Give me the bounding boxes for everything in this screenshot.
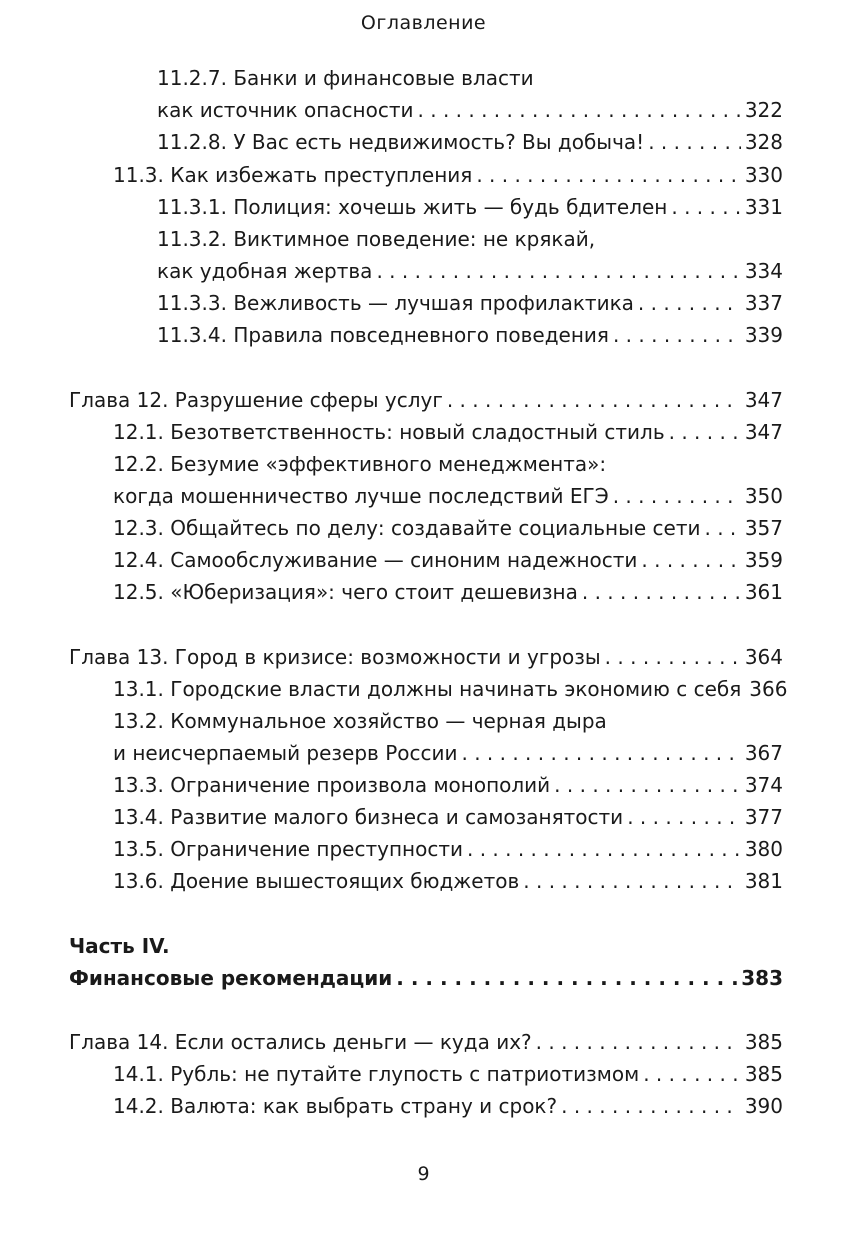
toc-entry-title: 13.3. Ограничение произвола монополий [113, 773, 551, 797]
leader-dots [669, 418, 741, 446]
toc-chapter[interactable] [69, 386, 783, 414]
toc-part[interactable] [69, 932, 783, 960]
toc-entry-title: 11.3.1. Полиция: хочешь жить — будь бдителен [157, 195, 668, 219]
toc-page-number: 359 [744, 548, 783, 572]
toc-page-number: 374 [744, 773, 783, 797]
toc-entry-title: 11.2.8. У Вас есть недвижимость? Вы добыча! [157, 130, 645, 154]
toc-entry-title: 14.1. Рубль: не путайте глупость с патриотизмом [113, 1062, 640, 1086]
toc-entry[interactable] [113, 418, 783, 446]
toc-entry-title: 12.3. Общайтесь по делу: создавайте социальные сети [113, 516, 701, 540]
toc-entry-title: 12.2. Безумие «эффективного менеджмента»: [113, 452, 607, 476]
toc-entry-title: 12.4. Самообслуживание — синоним надежности [113, 548, 638, 572]
toc-entry-title: 11.3.3. Вежливость — лучшая профилактика [157, 291, 634, 315]
leader-dots [648, 128, 741, 156]
toc-page-number: 366 [749, 677, 788, 701]
toc-entry[interactable] [113, 803, 783, 831]
toc-entry[interactable] [157, 321, 783, 349]
toc-entry-title: 11.3. Как избежать преступления [113, 163, 473, 187]
toc-page-number: 331 [744, 195, 783, 219]
toc-page-number: 385 [744, 1030, 783, 1054]
toc-entry[interactable] [113, 578, 783, 606]
leader-dots [376, 257, 740, 285]
leader-dots [396, 964, 737, 992]
leader-dots [704, 514, 740, 542]
toc-page-number: 357 [744, 516, 783, 540]
toc-entry[interactable] [113, 867, 783, 895]
toc-page-number: 390 [744, 1094, 783, 1118]
toc-page-number: 330 [744, 163, 783, 187]
toc-entry-title: и неисчерпаемый резерв России [113, 741, 458, 765]
toc-entry[interactable] [113, 739, 783, 767]
toc-entry-title: 13.2. Коммунальное хозяйство — черная дыра [113, 709, 607, 733]
toc-page-number: 347 [744, 388, 783, 412]
toc-entry-title: 11.3.4. Правила повседневного поведения [157, 323, 609, 347]
page-number: 9 [417, 1163, 430, 1185]
toc-chapter[interactable] [69, 1028, 783, 1056]
leader-dots [461, 739, 740, 767]
leader-dots [671, 193, 740, 221]
toc-entry[interactable] [157, 225, 783, 253]
toc-entry-title: Глава 12. Разрушение сферы услуг [69, 388, 443, 412]
toc-entry[interactable] [113, 1060, 783, 1088]
toc-entry[interactable] [157, 289, 783, 317]
leader-dots [638, 289, 741, 317]
leader-dots [641, 546, 740, 574]
toc-page-number: 364 [744, 645, 783, 669]
toc-page-number: 377 [744, 805, 783, 829]
toc-entry[interactable] [113, 707, 783, 735]
toc-entry-title: 13.1. Городские власти должны начинать экономию с себя [113, 677, 742, 701]
toc-entry-title: Часть IV. [69, 934, 170, 958]
toc-entry-title: 11.3.2. Виктимное поведение: не крякай, [157, 227, 596, 251]
toc-page-number: 328 [744, 130, 783, 154]
leader-dots [523, 867, 741, 895]
toc-entry-title: как удобная жертва [157, 259, 373, 283]
toc-entry-title: Финансовые рекомендации [69, 966, 393, 990]
toc-entry[interactable] [157, 128, 783, 156]
toc-chapter[interactable] [69, 643, 783, 671]
toc-page-number: 339 [744, 323, 783, 347]
leader-dots [561, 1092, 741, 1120]
toc-entry-title: 11.2.7. Банки и финансовые власти [157, 66, 534, 90]
toc-page-number: 361 [744, 580, 783, 604]
toc-entry-title: 13.5. Ограничение преступности [113, 837, 463, 861]
leader-dots [613, 482, 741, 510]
toc-entry[interactable] [113, 675, 788, 703]
toc-page-number: 347 [744, 420, 783, 444]
toc-page-number: 383 [741, 966, 783, 990]
toc-page-number: 367 [744, 741, 783, 765]
leader-dots [447, 386, 741, 414]
toc-entry[interactable] [113, 771, 783, 799]
leader-dots [476, 161, 741, 189]
leader-dots [605, 643, 741, 671]
toc-entry-title: Глава 13. Город в кризисе: возможности и угрозы [69, 645, 601, 669]
leader-dots [613, 321, 741, 349]
toc-entry-title: 13.4. Развитие малого бизнеса и самозанятости [113, 805, 624, 829]
running-header: Оглавление [360, 12, 487, 34]
toc-page-number: 380 [744, 837, 783, 861]
leader-dots [467, 835, 741, 863]
toc-part[interactable] [69, 964, 783, 992]
leader-dots [643, 1060, 741, 1088]
toc-entry[interactable] [113, 450, 783, 478]
toc-page-number: 334 [744, 259, 783, 283]
toc-page-number: 385 [744, 1062, 783, 1086]
leader-dots [627, 803, 741, 831]
toc-entry[interactable] [113, 161, 783, 189]
toc-page-number: 381 [744, 869, 783, 893]
toc-entry[interactable] [113, 514, 783, 542]
toc-entry-title: когда мошенничество лучше последствий ЕГЭ [113, 484, 609, 508]
toc-page-number: 322 [744, 98, 783, 122]
leader-dots [536, 1028, 741, 1056]
toc-entry[interactable] [157, 96, 783, 124]
toc-entry[interactable] [157, 193, 783, 221]
toc-page-number: 350 [744, 484, 783, 508]
toc-entry-title: 12.5. «Юберизация»: чего стоит дешевизна [113, 580, 578, 604]
toc-entry[interactable] [113, 1092, 783, 1120]
toc-entry-title: как источник опасности [157, 98, 414, 122]
leader-dots [582, 578, 741, 606]
toc-entry-title: 14.2. Валюта: как выбрать страну и срок? [113, 1094, 558, 1118]
toc-entry[interactable] [157, 64, 783, 92]
leader-dots [554, 771, 741, 799]
toc-page-number: 337 [744, 291, 783, 315]
toc-entry[interactable] [113, 835, 783, 863]
toc-entry[interactable] [157, 257, 783, 285]
toc-entry[interactable] [113, 482, 783, 510]
toc-entry-title: Глава 14. Если остались деньги — куда их? [69, 1030, 532, 1054]
toc-entry[interactable] [113, 546, 783, 574]
toc-entry-title: 13.6. Доение вышестоящих бюджетов [113, 869, 520, 893]
leader-dots [418, 96, 741, 124]
toc-entry-title: 12.1. Безответственность: новый сладостный стиль [113, 420, 665, 444]
